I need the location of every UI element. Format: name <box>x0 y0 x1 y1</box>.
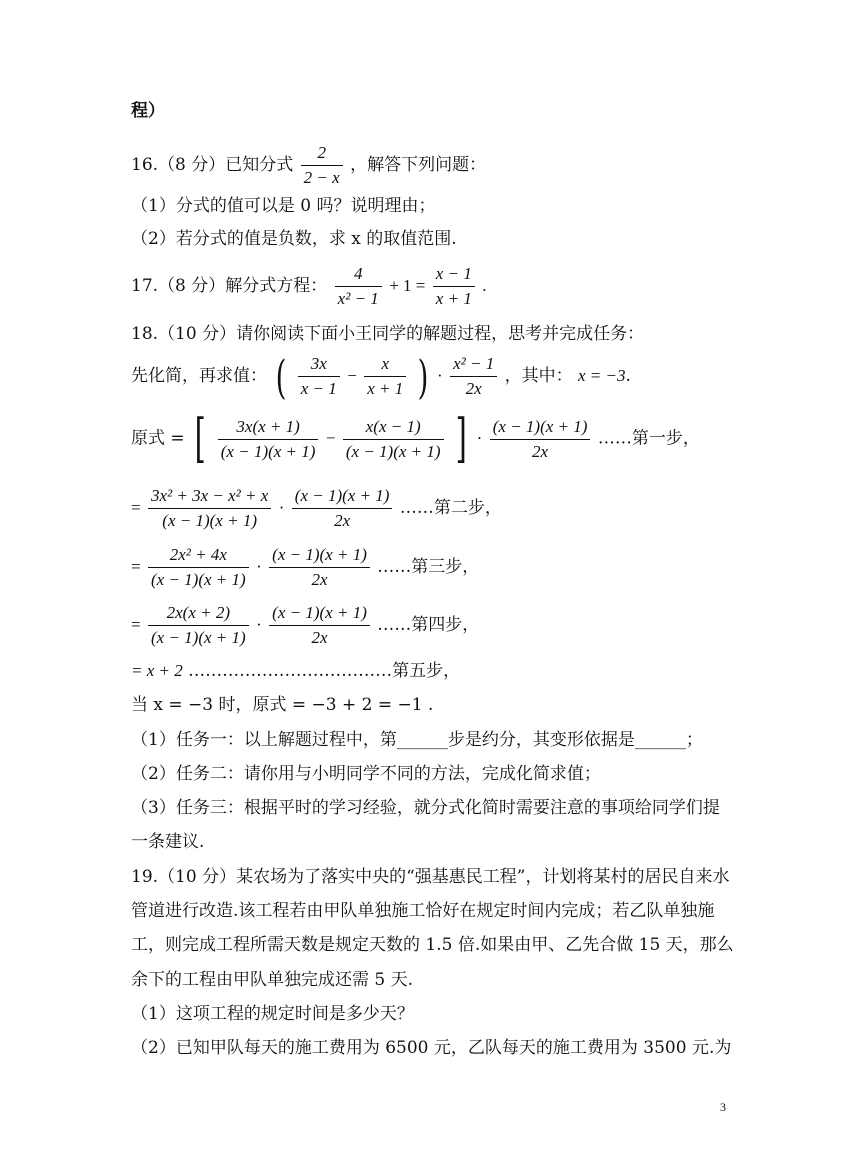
q18-frac-b <box>364 352 406 401</box>
step2-label: ……第二步， <box>399 498 502 518</box>
q18-xval: x = −3 <box>578 366 626 385</box>
q17-fraction-1 <box>335 262 382 311</box>
continued-text: 程） <box>131 101 165 121</box>
s3-common-num: (x − 1)(x + 1) <box>269 543 370 568</box>
q16-sub2: （2）若分式的值是负数，求 x 的取值范围. <box>131 229 457 249</box>
q18-a-num: 3x <box>298 352 340 377</box>
q18-task-3a: （3）任务三：根据平时的学习经验，就分式化简时需要注意的事项给同学们提 <box>131 798 720 818</box>
step4-frac <box>148 601 249 650</box>
q17-mid: + 1 = <box>389 276 426 295</box>
question-17 <box>131 262 486 311</box>
step2-dot: · <box>278 498 285 517</box>
q16-prefix: 16.（8 分）已知分式 <box>131 155 294 175</box>
step2-frac <box>148 484 271 533</box>
q18-evaluate: 当 x = −3 时，原式 = −3 + 2 = −1 . <box>131 695 434 715</box>
q18-dot: · <box>437 366 443 385</box>
q18-task-1: （1）任务一：以上解题过程中，第______步是约分，其变形依据是______； <box>131 730 703 750</box>
q18-c-num: x² − 1 <box>450 352 497 377</box>
s1-b-den: (x − 1)(x + 1) <box>345 441 441 461</box>
step1-frac-a <box>218 415 319 464</box>
q18-period: . <box>625 366 631 386</box>
q17-prefix: 17.（8 分）解分式方程： <box>131 276 328 296</box>
s1-b-num: x(x − 1) <box>343 415 444 440</box>
q17-f1-den: x² − 1 <box>337 289 379 308</box>
step1-label: ……第一步， <box>597 428 700 449</box>
step2-frac-common <box>292 484 393 533</box>
q19-sub2: （2）已知甲队每天的施工费用为 6500 元，乙队每天的施工费用为 3500 元.为 <box>131 1038 732 1058</box>
step3-frac <box>148 543 249 592</box>
question-18-title: 18.（10 分）请你阅读下面小王同学的解题过程，思考并完成任务： <box>131 324 645 344</box>
step4-frac-common <box>269 601 370 650</box>
q18-problem <box>131 349 631 404</box>
right-bracket: ] <box>455 409 467 469</box>
step5-label: ………………………………第五步， <box>188 661 461 681</box>
q18-frac-c <box>450 352 497 401</box>
q18-step-3 <box>131 543 479 592</box>
step3-frac-common <box>269 543 370 592</box>
s3-num: 2x² + 4x <box>148 543 249 568</box>
s4-common-num: (x − 1)(x + 1) <box>269 601 370 626</box>
s2-common-num: (x − 1)(x + 1) <box>292 484 393 509</box>
q19-line-3: 工，则完成工程所需天数是规定天数的 1.5 倍.如果由甲、乙先合做 15 天，那么 <box>131 935 734 955</box>
s2-den: (x − 1)(x + 1) <box>162 511 257 530</box>
step4-label: ……第四步， <box>377 615 480 635</box>
step1-frac-b <box>343 415 444 464</box>
q17-f2-den: x + 1 <box>435 289 472 308</box>
s3-den: (x − 1)(x + 1) <box>151 570 246 589</box>
page-number: 3 <box>720 1100 726 1114</box>
q18-frac-a <box>298 352 340 401</box>
s2-num: 3x² + 3x − x² + x <box>148 484 271 509</box>
step3-dot: · <box>256 557 262 576</box>
q17-end: . <box>482 276 487 295</box>
q19-line-4: 余下的工程由甲队单独完成还需 5 天. <box>131 970 414 990</box>
q19-sub1: （1）这项工程的规定时间是多少天？ <box>131 1004 414 1024</box>
q16-sub1: （1）分式的值可以是 0 吗？说明理由； <box>131 196 436 216</box>
q17-f1-num: 4 <box>335 262 382 287</box>
q18-given: ，其中： <box>504 366 573 386</box>
left-paren: ( <box>275 349 287 404</box>
q17-fraction-2 <box>433 262 475 311</box>
q18-step-5 <box>131 660 460 682</box>
q18-step-4 <box>131 601 479 650</box>
s4-num: 2x(x + 2) <box>148 601 249 626</box>
right-paren: ) <box>417 349 429 404</box>
s3-common-den: 2x <box>311 570 328 589</box>
step1-frac-common <box>490 415 591 464</box>
q18-step-1 <box>131 409 700 469</box>
step4-eq: = <box>131 615 141 634</box>
q18-intro: 先化简，再求值： <box>131 366 267 386</box>
step3-eq: = <box>131 557 141 576</box>
q19-line-2: 管道进行改造.该工程若由甲队单独施工恰好在规定时间内完成；若乙队单独施 <box>131 901 715 921</box>
s1-common-den: 2x <box>532 441 549 461</box>
step4-dot: · <box>256 615 262 634</box>
q19-line-1: 19.（10 分）某农场为了落实中央的“强基惠民工程”，计划将某村的居民自来水 <box>131 867 730 887</box>
q18-task-2: （2）任务二：请你用与小明同学不同的方法，完成化简求值； <box>131 764 601 784</box>
q16-frac-num: 2 <box>301 141 343 166</box>
s4-common-den: 2x <box>311 628 328 647</box>
q18-c-den: 2x <box>465 379 482 398</box>
question-16 <box>131 141 486 190</box>
step3-label: ……第三步， <box>377 557 480 577</box>
s2-common-den: 2x <box>334 511 351 530</box>
step2-eq: = <box>131 498 141 517</box>
q18-step-2 <box>131 484 502 533</box>
q16-fraction <box>301 141 343 190</box>
step1-dot: · <box>476 428 483 448</box>
q18-task-3b: 一条建议. <box>131 832 205 852</box>
s1-common-num: (x − 1)(x + 1) <box>490 415 591 440</box>
step1-minus: − <box>325 428 336 448</box>
q18-b-den: x + 1 <box>367 379 404 398</box>
step5-expr: = x + 2 <box>131 661 183 680</box>
q18-orig: 原式 = <box>131 428 185 449</box>
q17-f2-num: x − 1 <box>433 262 475 287</box>
s1-a-num: 3x(x + 1) <box>218 415 319 440</box>
s1-a-den: (x − 1)(x + 1) <box>220 441 316 461</box>
q16-suffix: ，解答下列问题： <box>350 155 487 175</box>
q18-b-num: x <box>364 352 406 377</box>
q18-minus: − <box>347 366 357 385</box>
s4-den: (x − 1)(x + 1) <box>151 628 246 647</box>
q16-frac-den: 2 − x <box>303 168 340 187</box>
q18-a-den: x − 1 <box>300 379 337 398</box>
left-bracket: [ <box>194 409 206 469</box>
